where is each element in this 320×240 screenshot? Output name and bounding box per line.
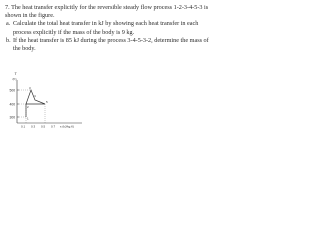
point-label-1: 1 (27, 116, 29, 121)
point-label-2: 2 (27, 105, 29, 109)
y-tick-300: 300 (9, 115, 16, 120)
x-axis-label: s (kJ/kg.K) (60, 124, 75, 129)
y-axis-label: T (14, 72, 17, 76)
x-tick-03: 0.3 (31, 124, 36, 129)
x-tick-07: 0.7 (51, 124, 56, 129)
question-intro-line1: 7. The heat transfer explicitly for the reversible steady flow process 1-2-3-4-5-3 is (5, 4, 209, 11)
item-a-text-line2: process explicitly if the mass of the body is 9 kg. (13, 28, 135, 36)
x-tick-01: 0.1 (21, 124, 26, 129)
y-axis-unit: (K) (12, 77, 17, 81)
item-b-text-line2: the body. (13, 45, 36, 53)
point-label-4: 4 (34, 94, 36, 98)
question-intro-line2: shown in the figure. (5, 12, 55, 20)
y-tick-500: 500 (9, 88, 16, 93)
point-label-5: 5 (46, 100, 48, 104)
ts-diagram (0, 0, 209, 129)
point-label-3: 3 (29, 86, 31, 90)
item-b-text-line1: If the heat transfer is 85 kJ during the process 3-4-5-3-2, determine the mass of (13, 36, 209, 44)
y-tick-400: 400 (9, 102, 16, 107)
x-tick-05: 0.5 (41, 124, 46, 129)
item-a-text-line1: Calculate the total heat transfer in kJ by showing each heat transfer in each (13, 20, 199, 28)
item-a-marker: a. (6, 20, 11, 28)
item-b-marker: b. (6, 36, 11, 44)
